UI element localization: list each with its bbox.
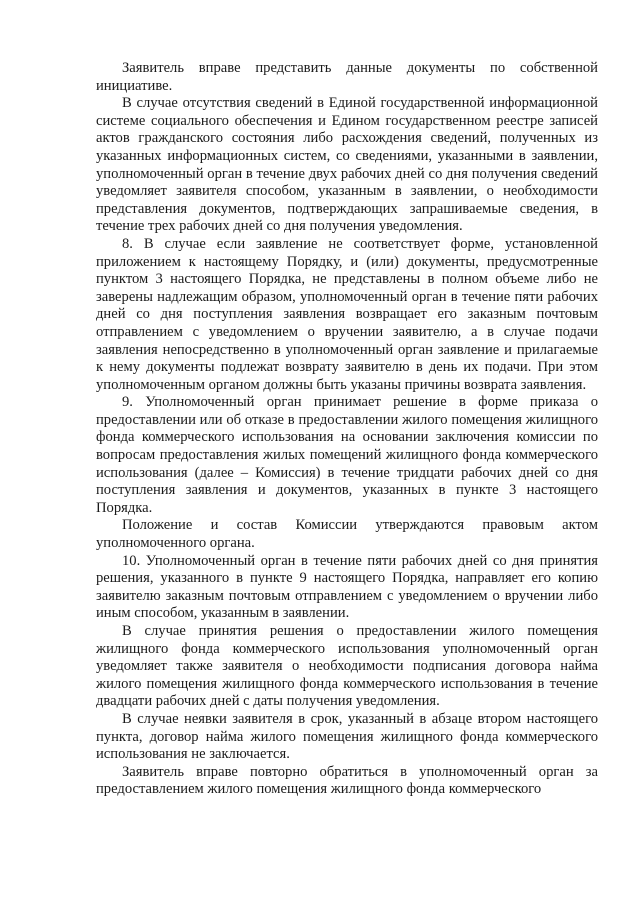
document-body xyxy=(96,60,598,799)
paragraph-item-8: 8. В случае если заявление не соответствует форме, установленной приложением к настоящему Порядку, и (или) документы, предусмотренные пунктом 3 настоящего Порядка, не представлены в полном объеме либо не заверены надлежащим образом, уполномоченный орган в течение пяти рабочих дней со дня поступления заявления возвращает его заказным почтовым отправлением с уведомлением о вручении заявителю, а в случае подачи заявления непосредственно в уполномоченный орган заявление и прилагаемые к нему документы подлежат возврату заявителю в день их подачи. При этом уполномоченным органом должны быть указаны причины возврата заявления. xyxy=(96,235,598,393)
paragraph-initiative: Заявитель вправе представить данные документы по собственной инициативе. xyxy=(96,60,598,94)
paragraph-decision: В случае принятия решения о предоставлении жилого помещения жилищного фонда коммерческого использования уполномоченный орган уведомляет также заявителя о необходимости подписания договора найма жилого помещения жилищного фонда коммерческого использования в течение двадцати рабочих дней с даты получения уведомления. xyxy=(96,623,598,710)
paragraph-no-show: В случае неявки заявителя в срок, указанный в абзаце втором настоящего пункта, договор найма жилого помещения жилищного фонда коммерческого использования не заключается. xyxy=(96,710,598,763)
paragraph-missing-info: В случае отсутствия сведений в Единой государственной информационной системе социального обеспечения и Едином государственном реестре записей актов гражданского состояния либо расхождения сведений, полученных из указанных информационных систем, со сведениями, указанными в заявлении, уполномоченный орган в течение двух рабочих дней со дня получения сведений уведомляет заявителя способом, указанным в заявлении, о необходимости представления документов, подтверждающих запрашиваемые сведения, в течение трех рабочих дней со дня получения уведомления. xyxy=(96,95,598,235)
paragraph-item-10: 10. Уполномоченный орган в течение пяти рабочих дней со дня принятия решения, указанного в пункте 9 настоящего Порядка, направляет его копию заявителю заказным почтовым отправлением с уведомлением о вручении либо иным способом, указанным в заявлении. xyxy=(96,552,598,622)
paragraph-commission: Положение и состав Комиссии утверждаются правовым актом уполномоченного органа. xyxy=(96,517,598,552)
paragraph-reapply: Заявитель вправе повторно обратиться в уполномоченный орган за предоставлением жилого помещения жилищного фонда коммерческого xyxy=(96,763,598,798)
paragraph-item-9: 9. Уполномоченный орган принимает решение в форме приказа о предоставлении или об отказе в предоставлении жилого помещения жилищного фонда коммерческого использования на основании заключения комиссии по вопросам предоставления жилых помещений жилищного фонда коммерческого использования (далее – Комиссия) в течение тридцати рабочих дней со дня поступления заявления и документов, указанных в пункте 3 настоящего Порядка. xyxy=(96,394,598,516)
